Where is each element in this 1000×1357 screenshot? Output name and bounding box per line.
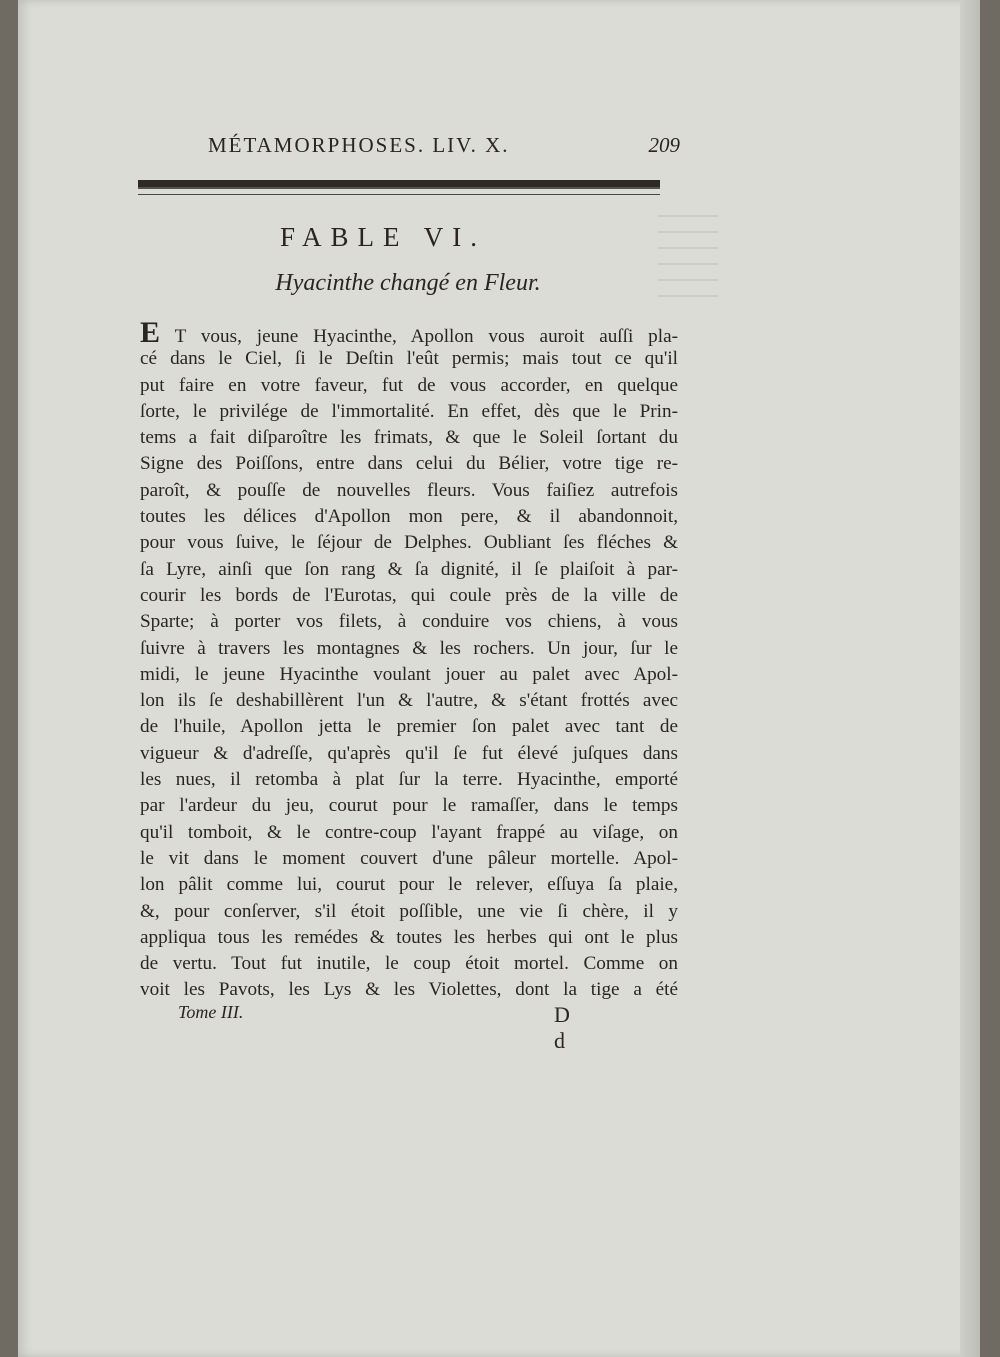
text-line: de vertu. Tout fut inutile, le coup étoit mortel. Comme on (140, 953, 678, 975)
header-rule-thin (138, 194, 660, 195)
drop-cap: E (140, 320, 161, 347)
text-line: toutes les délices d'Apollon mon pere, & il abandonnoit, (140, 506, 678, 528)
text-line: cé dans le Ciel, ſi le Deſtin l'eût permis; mais tout ce qu'il (140, 348, 678, 370)
text-line: ſorte, le privilége de l'immortalité. En effet, dès que le Prin- (140, 400, 678, 422)
body-text (140, 320, 678, 1004)
text-line: lon ils ſe deshabillèrent l'un & l'autre, & s'étant frottés avec (140, 690, 678, 712)
running-title: MÉTAMORPHOSES. LIV. X. (208, 133, 510, 157)
running-header (208, 133, 680, 165)
text-line: appliqua tous les remédes & toutes les herbes qui ont le plus (140, 926, 678, 948)
text-line: paroît, & pouſſe de nouvelles fleurs. Vous faiſiez autrefois (140, 479, 678, 501)
text-line: voit les Pavots, les Lys & les Violettes, dont la tige a été (140, 979, 678, 1001)
text-line: qu'il tomboit, & le contre-coup l'ayant frappé au viſage, on (140, 821, 678, 843)
page-footer (178, 1002, 598, 1053)
text-line: de l'huile, Apollon jetta le premier ſon palet avec tant de (140, 716, 678, 738)
fable-subtitle: Hyacinthe changé en Fleur. (275, 270, 541, 296)
page-edge (960, 0, 980, 1357)
volume-label: Tome III. (178, 1002, 244, 1022)
text-line: les nues, il retomba à plat ſur la terre. Hyacinthe, emporté (140, 769, 678, 791)
signature-mark: D d (554, 1002, 574, 1053)
text-line: tems a fait diſparoître les frimats, & que le Soleil ſortant du (140, 427, 678, 449)
text-line: courir les bords de l'Eurotas, qui coule près de la ville de (140, 584, 678, 606)
text-line: par l'ardeur du jeu, courut pour le ramaſſer, dans le temps (140, 795, 678, 817)
text-line (140, 320, 678, 346)
fable-title: FABLE VI. (280, 222, 487, 252)
text-line: le vit dans le moment couvert d'une pâleur mortelle. Apol- (140, 847, 678, 869)
text-line: ſa Lyre, ainſi que ſon rang & ſa dignité, il ſe plaiſoit à par- (140, 558, 678, 580)
text-line: Signe des Poiſſons, entre dans celui du Bélier, votre tige re- (140, 453, 678, 475)
text-line: ſuivre à travers les montagnes & les rochers. Un jour, ſur le (140, 637, 678, 659)
text-line: Sparte; à porter vos filets, à conduire vos chiens, à vous (140, 611, 678, 633)
text-line: put faire en votre faveur, fut de vous accorder, en quelque (140, 374, 678, 396)
first-line-text: T vous, jeune Hyacinthe, Apollon vous auroit auſſi pla- (174, 326, 678, 347)
page-number: 209 (648, 133, 680, 157)
text-line: &, pour conſerver, s'il étoit poſſible, une vie ſi chère, il y (140, 900, 678, 922)
text-line: vigueur & d'adreſſe, qu'après qu'il ſe fut élevé juſques dans (140, 742, 678, 764)
text-line: midi, le jeune Hyacinthe voulant jouer au palet avec Apol- (140, 663, 678, 685)
header-rule (138, 180, 660, 189)
book-page (18, 0, 980, 1357)
text-line: pour vous ſuive, le ſéjour de Delphes. Oubliant ſes fléches & (140, 532, 678, 554)
text-line: lon pâlit comme lui, courut pour le relever, eſſuya ſa plaie, (140, 874, 678, 896)
